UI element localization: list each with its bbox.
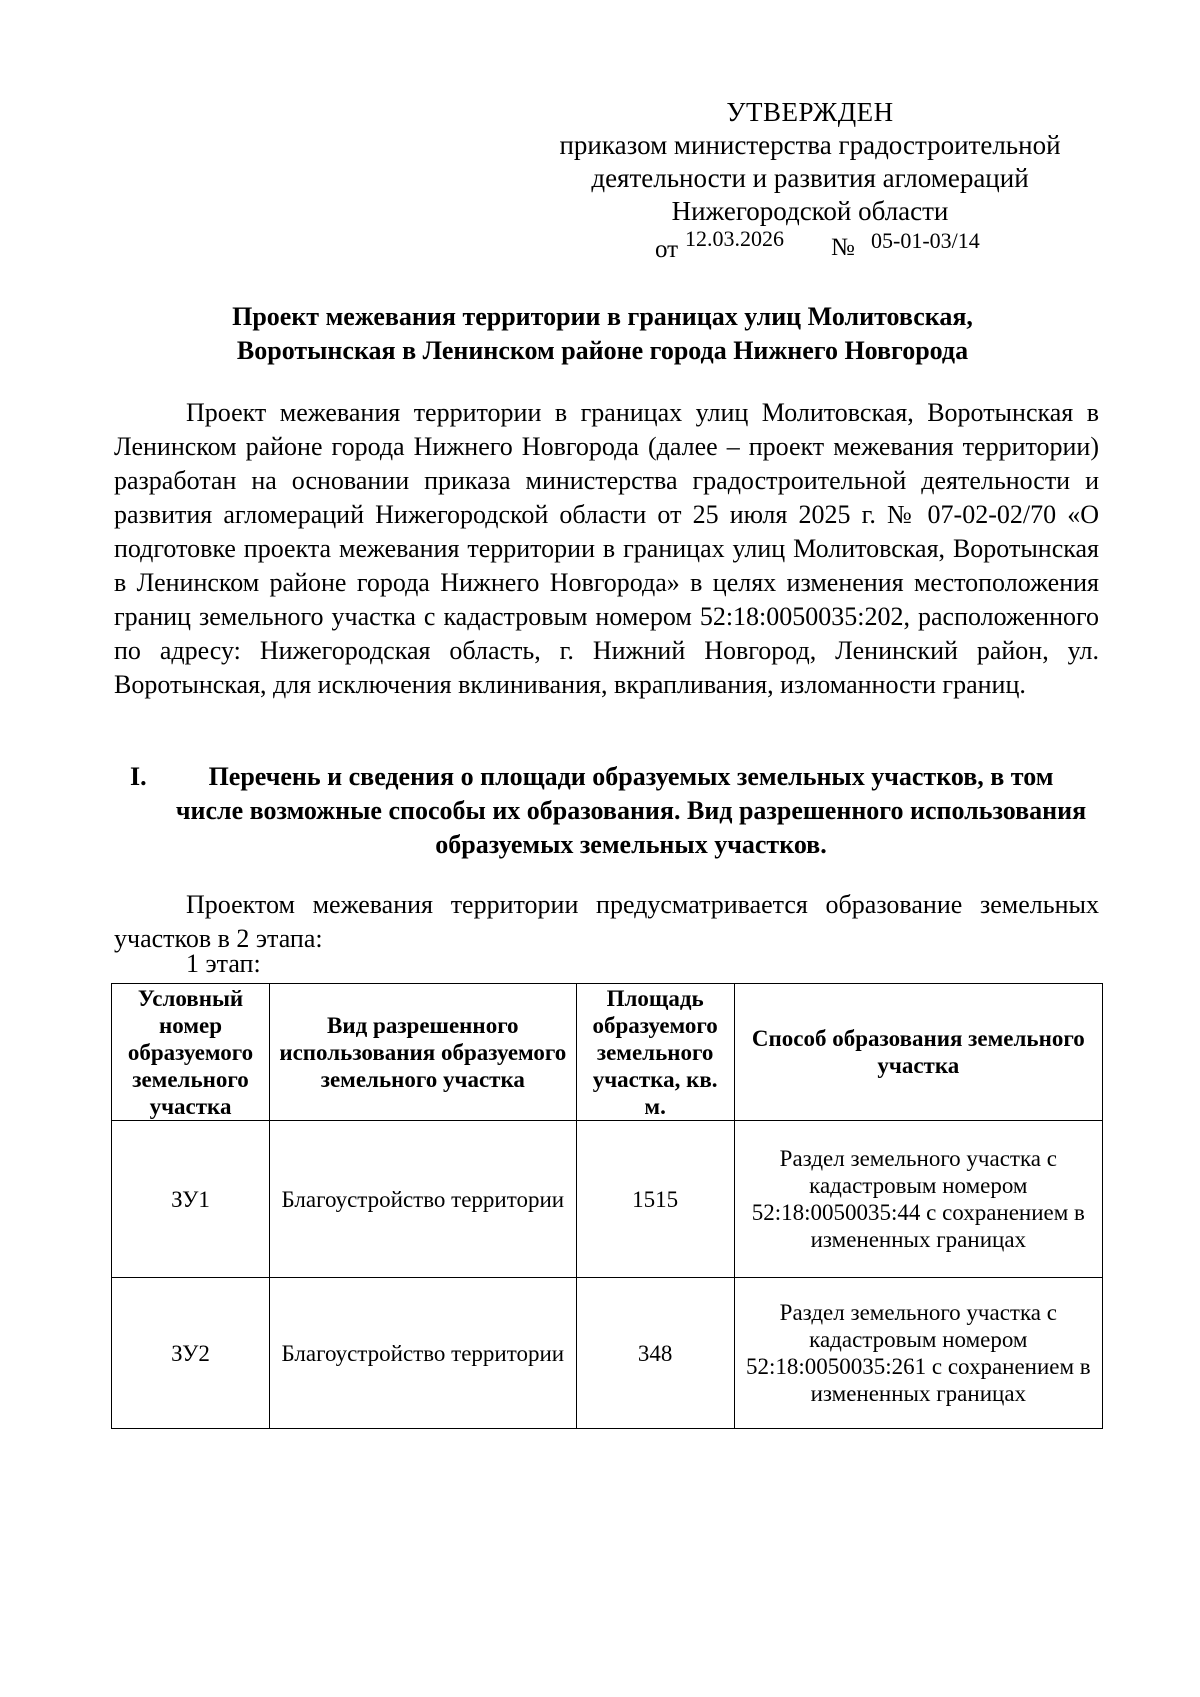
cell-formation-method: Раздел земельного участка с кадастровым номером 52:18:0050035:44 с сохранением в измененных границах xyxy=(734,1121,1102,1278)
table-row xyxy=(112,1121,1103,1278)
section-heading-text: Перечень и сведения о площади образуемых земельных участков, в том числе возможные способы их образования. Вид разрешенного использования образуемых земельных участков. xyxy=(175,762,1087,859)
approval-line-1: приказом министерства градостроительной xyxy=(559,130,1061,160)
cell-plot-number: ЗУ2 xyxy=(112,1278,270,1429)
approval-line-2: деятельности и развития агломераций xyxy=(591,163,1029,193)
land-plots-table xyxy=(111,983,1103,1429)
stage-label: 1 этап: xyxy=(186,949,261,978)
document-title-line-1: Проект межевания территории в границах улиц Молитовская, xyxy=(232,302,973,331)
approval-line-3: Нижегородской области xyxy=(671,196,949,226)
cell-formation-method: Раздел земельного участка с кадастровым номером 52:18:0050035:261 с сохранением в измененных границах xyxy=(734,1278,1102,1429)
cell-plot-number: ЗУ1 xyxy=(112,1121,270,1278)
document-title xyxy=(110,300,1095,368)
cell-area: 348 xyxy=(576,1278,734,1429)
document-title-line-2: Воротынская в Ленинском районе города Нижнего Новгорода xyxy=(236,336,969,365)
section-heading xyxy=(130,760,1090,862)
approval-stamp xyxy=(540,96,1080,228)
approval-status: УТВЕРЖДЕН xyxy=(726,97,894,127)
table-row xyxy=(112,1278,1103,1429)
header-permitted-use: Вид разрешенного использования образуемого земельного участка xyxy=(270,984,577,1121)
cell-permitted-use: Благоустройство территории xyxy=(270,1121,577,1278)
header-formation-method: Способ образования земельного участка xyxy=(734,984,1102,1121)
approval-number-label: № xyxy=(831,234,855,261)
approval-from-label: от xyxy=(655,236,679,263)
intro-paragraph: Проект межевания территории в границах улиц Молитовская, Воротынская в Ленинском районе города Нижнего Новгорода (далее – проект межевания территории) разработан на основании приказа министерства градостроительной деятельности и развития агломераций Нижегородской области от 25 июля 2025 г. № 07-02-02/70 «О подготовке проекта межевания территории в границах улиц Молитовская, Воротынская в Ленинском районе города Нижнего Новгорода» в целях изменения местоположения границ земельного участка с кадастровым номером 52:18:0050035:202, расположенного по адресу: Нижегородская область, г. Нижний Новгород, Ленинский район, ул. Воротынская, для исключения вклинивания, вкрапливания, изломанности границ. xyxy=(114,398,1099,699)
approval-number: 05-01-03/14 xyxy=(871,228,980,253)
section-number: I. xyxy=(130,762,147,791)
header-plot-number: Условный номер образуемого земельного участка xyxy=(112,984,270,1121)
cell-area: 1515 xyxy=(576,1121,734,1278)
cell-permitted-use: Благоустройство территории xyxy=(270,1278,577,1429)
table-header-row xyxy=(112,984,1103,1121)
approval-date: 12.03.2026 xyxy=(685,226,784,251)
section-paragraph: Проектом межевания территории предусматривается образование земельных участков в 2 этапа: xyxy=(114,890,1099,953)
header-area: Площадь образуемого земельного участка, кв. м. xyxy=(576,984,734,1121)
